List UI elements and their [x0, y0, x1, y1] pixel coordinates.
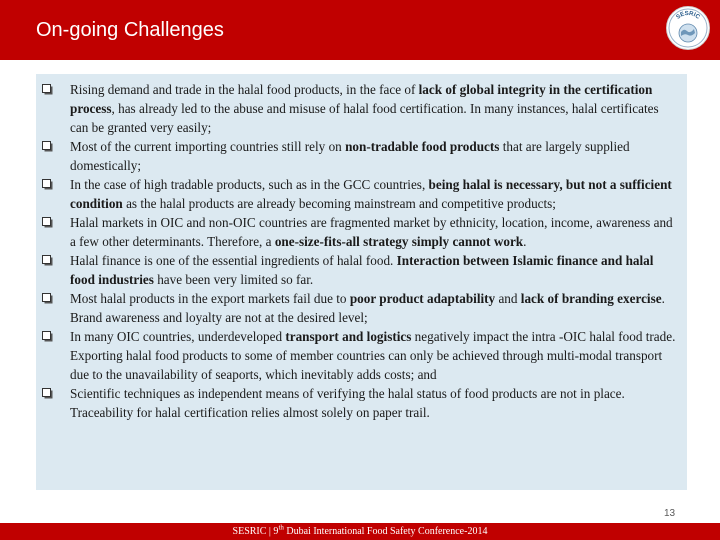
emphasis-text: one-size-fits-all strategy simply cannot work: [274, 234, 524, 249]
emphasis-text: poor product adaptability: [349, 291, 496, 306]
bullet-text: , has already led to the abuse and misuse of halal food certification. In many instances, halal certificates can be granted very easily;: [70, 101, 659, 135]
challenge-item: [38, 289, 677, 327]
checkbox-bullet-icon: [42, 293, 53, 304]
logo-text: SESRIC: [675, 10, 701, 21]
challenge-item: [38, 213, 677, 251]
challenge-list: [38, 80, 677, 422]
challenge-item: [38, 327, 677, 384]
bullet-text: Scientific techniques as independent means of verifying the halal status of food products are not in place. Traceability for halal certification relies almost solely on paper trail.: [70, 386, 625, 420]
challenge-item: [38, 175, 677, 213]
bullet-text: Most of the current importing countries still rely on: [70, 139, 346, 154]
challenge-item: [38, 251, 677, 289]
bullet-text: Halal finance is one of the essential ingredients of halal food.: [70, 253, 397, 268]
footer-suffix: Dubai International Food Safety Conference-2014: [283, 526, 488, 537]
challenge-item: [38, 80, 677, 137]
sesric-logo: [666, 6, 710, 50]
checkbox-bullet-icon: [42, 255, 53, 266]
emphasis-text: transport and logistics: [285, 329, 412, 344]
checkbox-bullet-icon: [42, 84, 53, 95]
content-panel: [36, 74, 687, 490]
footer-text: [0, 525, 720, 538]
bullet-text: In many OIC countries, underdeveloped: [70, 329, 286, 344]
emphasis-text: lack of branding exercise: [520, 291, 662, 306]
checkbox-bullet-icon: [42, 179, 53, 190]
bullet-text: Most halal products in the export markets fail due to: [70, 291, 350, 306]
bullet-text: . Brand awareness and loyalty are not at the desired level;: [70, 291, 665, 325]
slide-title: On-going Challenges: [36, 19, 224, 41]
checkbox-bullet-icon: [42, 331, 53, 342]
footer-superscript: th: [278, 523, 284, 532]
emphasis-text: non-tradable food products: [345, 139, 500, 154]
emphasis-text: Interaction between Islamic finance and halal food industries: [70, 253, 654, 287]
footer-bar: [0, 523, 720, 540]
bullet-text: negatively impact the intra -OIC halal food trade. Exporting halal food products to some of member countries can only be achieved through multi-modal transport due to the unavailability of seaports, which inevitably adds costs; and: [70, 329, 676, 382]
footer-prefix: SESRIC | 9: [232, 526, 279, 537]
page-number: 13: [664, 508, 676, 519]
emphasis-text: being halal is necessary, but not a sufficient condition: [70, 177, 672, 211]
checkbox-bullet-icon: [42, 388, 53, 399]
challenge-item: [38, 384, 677, 422]
checkbox-bullet-icon: [42, 217, 53, 228]
checkbox-bullet-icon: [42, 141, 53, 152]
challenge-item: [38, 137, 677, 175]
bullet-text: In the case of high tradable products, such as in the GCC countries,: [70, 177, 429, 192]
bullet-text: .: [523, 234, 527, 249]
bullet-text: that are largely supplied domestically;: [70, 139, 630, 173]
emphasis-text: lack of global integrity in the certification process: [70, 82, 653, 116]
title-bar: [0, 0, 720, 60]
bullet-text: and: [495, 291, 521, 306]
bullet-text: Rising demand and trade in the halal food products, in the face of: [70, 82, 419, 97]
bullet-text: have been very limited so far.: [153, 272, 314, 287]
bullet-text: as the halal products are already becoming mainstream and competitive products;: [122, 196, 556, 211]
bullet-text: Halal markets in OIC and non-OIC countries are fragmented market by ethnicity, location, income, awareness and a few other determinants. Therefore, a: [70, 215, 673, 249]
